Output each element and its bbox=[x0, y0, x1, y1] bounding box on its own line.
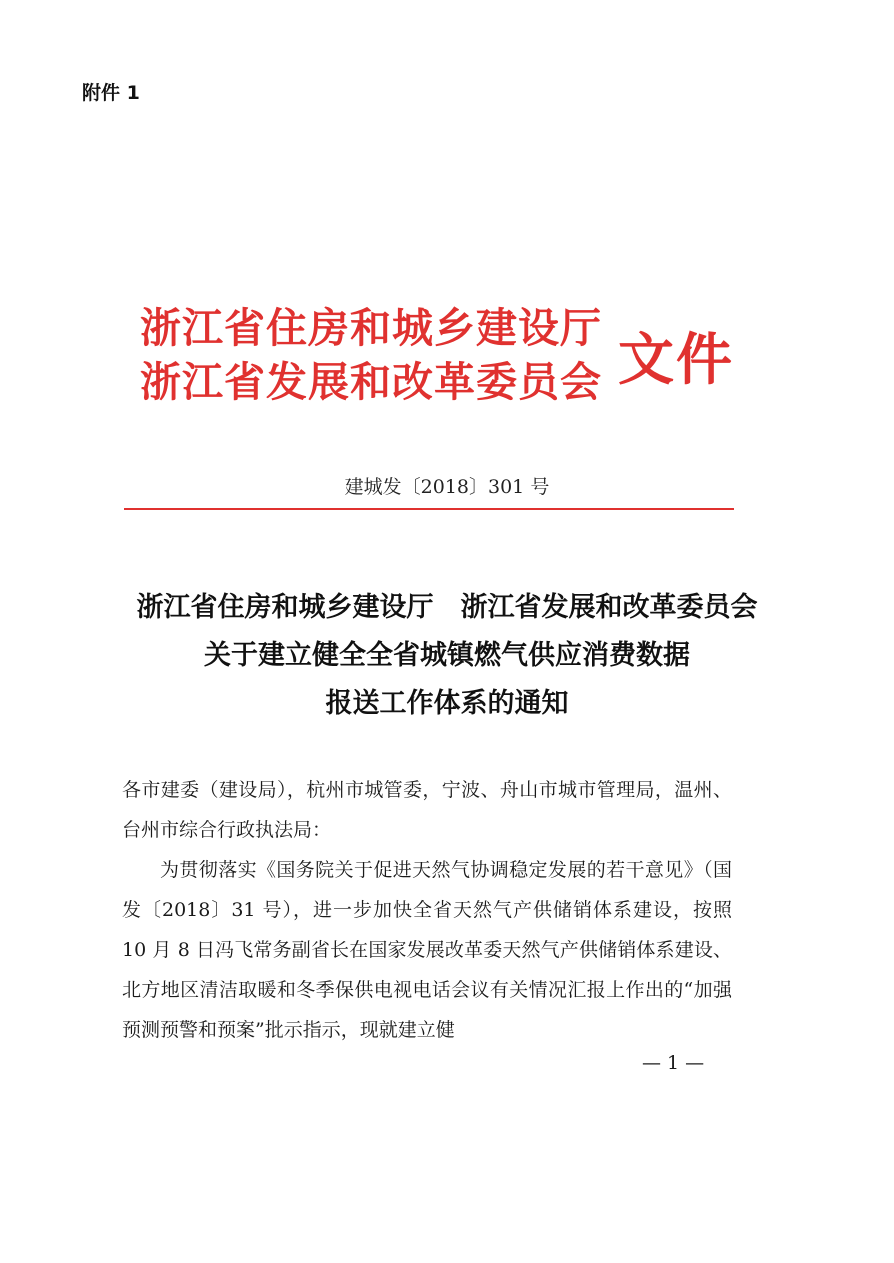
document-type: 文件 bbox=[618, 327, 734, 393]
page-number: — 1 — bbox=[642, 1052, 705, 1074]
salutation: 各市建委（建设局），杭州市城管委，宁波、舟山市城市管理局，温州、台州市综合行政执法局： bbox=[122, 779, 732, 841]
title-line-3: 报送工作体系的通知 bbox=[325, 688, 569, 719]
document-header bbox=[140, 300, 740, 420]
title-line-1: 浙江省住房和城乡建设厅 浙江省发展和改革委员会 bbox=[136, 592, 758, 623]
attachment-label: 附件 1 bbox=[82, 82, 140, 104]
body-paragraph-1: 为贯彻落实《国务院关于促进天然气协调稳定发展的若干意见》（国发〔2018〕31 号），进一步加快全省天然气产供储销体系建设，按照 10 月 8 日冯飞常务副省长在国家发展改革委天然气产供储销体系建设、北方地区清洁取暖和冬季保供电视电话会议有关情况汇报上作出的“加强预测预警和预案”批示指示，现就建立健 bbox=[122, 859, 732, 1041]
title-line-2: 关于建立健全全省城镇燃气供应消费数据 bbox=[204, 640, 690, 671]
issuer-line-1: 浙江省住房和城乡建设厅 bbox=[140, 304, 602, 352]
document-number: 建城发〔2018〕301 号 bbox=[344, 476, 550, 498]
issuer-line-2: 浙江省发展和改革委员会 bbox=[140, 358, 602, 406]
red-divider-line bbox=[124, 508, 734, 510]
